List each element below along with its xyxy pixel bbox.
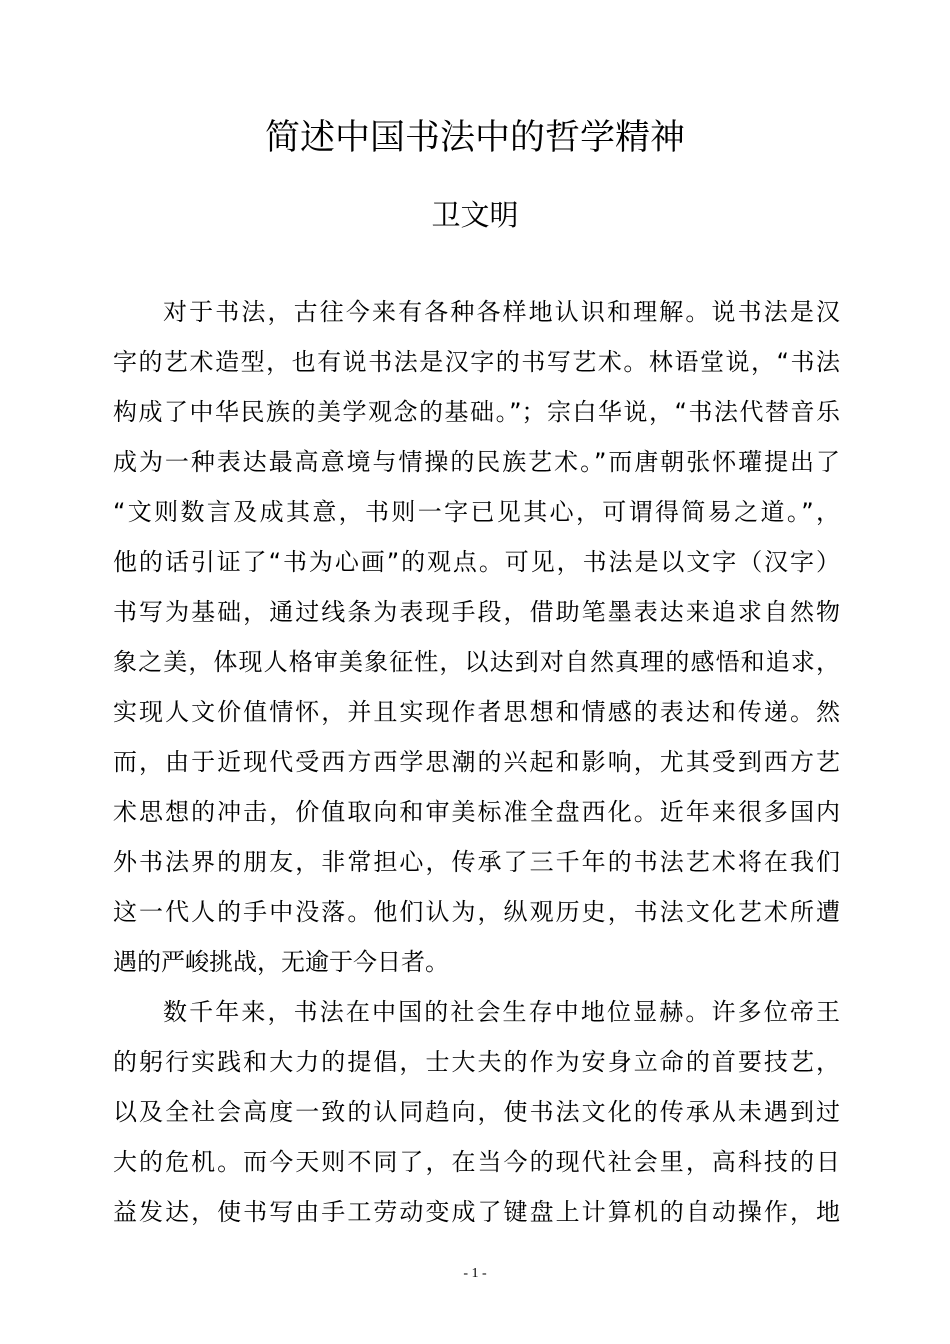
text-line: 成为一种表达最高意境与情操的民族艺术。”而唐朝张怀瓘提出了: [113, 448, 840, 476]
text-line: 大的危机。而今天则不同了，在当今的现代社会里，高科技的日: [113, 1148, 840, 1176]
text-line: 他的话引证了“书为心画”的观点。可见，书法是以文字（汉字）: [113, 548, 840, 576]
page-number: - 1 -: [463, 1266, 487, 1281]
text-line: 这一代人的手中没落。他们认为，纵观历史，书法文化艺术所遭: [113, 898, 840, 926]
text-line: 术思想的冲击，价值取向和审美标准全盘西化。近年来很多国内: [113, 798, 840, 826]
text-line: 书写为基础，通过线条为表现手段，借助笔墨表达来追求自然物: [113, 598, 840, 626]
text-line: 象之美，体现人格审美象征性，以达到对自然真理的感悟和追求，: [113, 648, 840, 676]
text-line: 遇的严峻挑战，无逾于今日者。: [113, 948, 449, 976]
document-author: 卫文明: [431, 198, 519, 232]
paragraph-2: [113, 987, 840, 1237]
document-title: 简述中国书法中的哲学精神: [264, 118, 685, 158]
text-line: 对于书法，古往今来有各种各样地认识和理解。说书法是汉: [163, 298, 840, 326]
text-line: 的躬行实践和大力的提倡，士大夫的作为安身立命的首要技艺，: [113, 1048, 840, 1076]
text-line: “文则数言及成其意，书则一字已见其心，可谓得简易之道。”，: [113, 498, 840, 526]
text-line: 实现人文价值情怀，并且实现作者思想和情感的表达和传递。然: [113, 698, 840, 726]
paragraph-1: [113, 287, 840, 987]
text-line: 而，由于近现代受西方西学思潮的兴起和影响，尤其受到西方艺: [113, 748, 840, 776]
document-body: [113, 287, 840, 1237]
text-line: 数千年来，书法在中国的社会生存中地位显赫。许多位帝王: [163, 998, 840, 1026]
text-line: 构成了中华民族的美学观念的基础。”；宗白华说，“书法代替音乐: [113, 398, 840, 426]
text-line: 以及全社会高度一致的认同趋向，使书法文化的传承从未遇到过: [113, 1098, 840, 1126]
text-line: 益发达，使书写由手工劳动变成了键盘上计算机的自动操作，地: [113, 1198, 840, 1226]
text-line: 外书法界的朋友，非常担心，传承了三千年的书法艺术将在我们: [113, 848, 840, 876]
text-line: 字的艺术造型，也有说书法是汉字的书写艺术。林语堂说，“书法: [113, 348, 840, 376]
